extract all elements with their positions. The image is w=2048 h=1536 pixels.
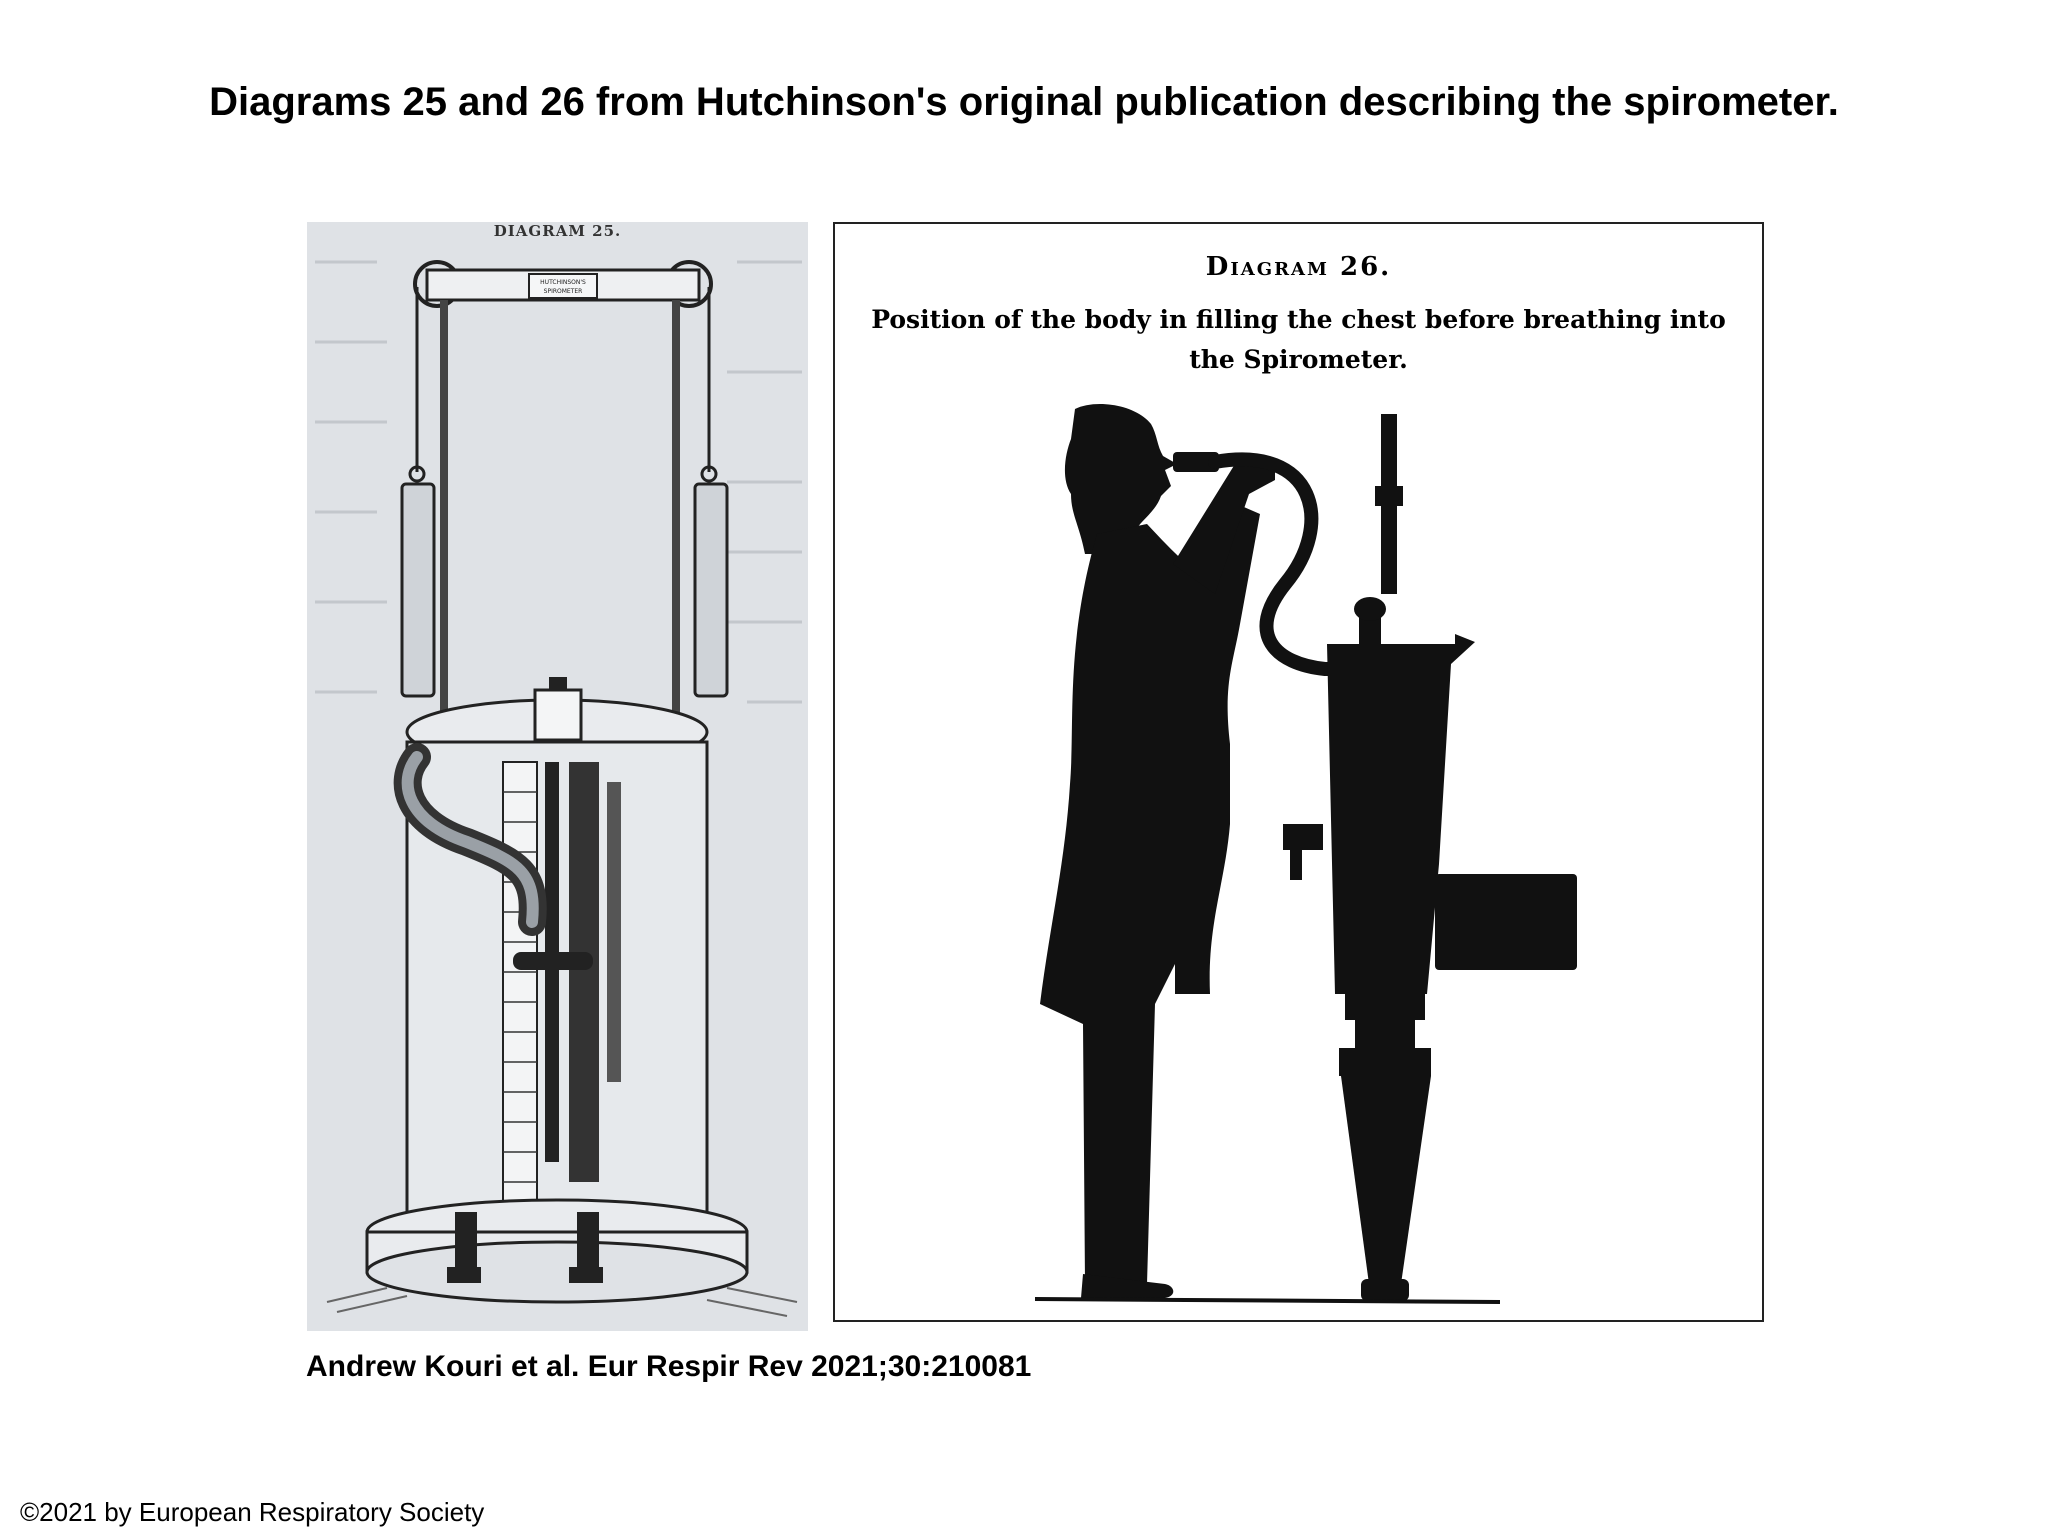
slide-title: Diagrams 25 and 26 from Hutchinson's original publication describing the spirometer. xyxy=(209,80,1839,124)
diagram-26-image xyxy=(833,222,1764,1322)
svg-text:HUTCHINSON'S: HUTCHINSON'S xyxy=(540,279,586,286)
diagram-26-caption: Position of the body in filling the chest before breathing into the Spirometer. xyxy=(871,305,1726,374)
diagram-26-heading: Diagram 26. xyxy=(1205,252,1392,282)
silhouette-illustration xyxy=(835,224,1762,1320)
copyright-notice: ©2021 by European Respiratory Society xyxy=(20,1497,485,1527)
spirometer-engraving xyxy=(307,222,808,1331)
citation: Andrew Kouri et al. Eur Respir Rev 2021;30:210081 xyxy=(306,1350,1032,1383)
svg-text:SPIROMETER: SPIROMETER xyxy=(543,288,583,295)
diagram-25-heading: DIAGRAM 25. xyxy=(493,222,622,240)
diagram-25-image xyxy=(307,222,808,1331)
